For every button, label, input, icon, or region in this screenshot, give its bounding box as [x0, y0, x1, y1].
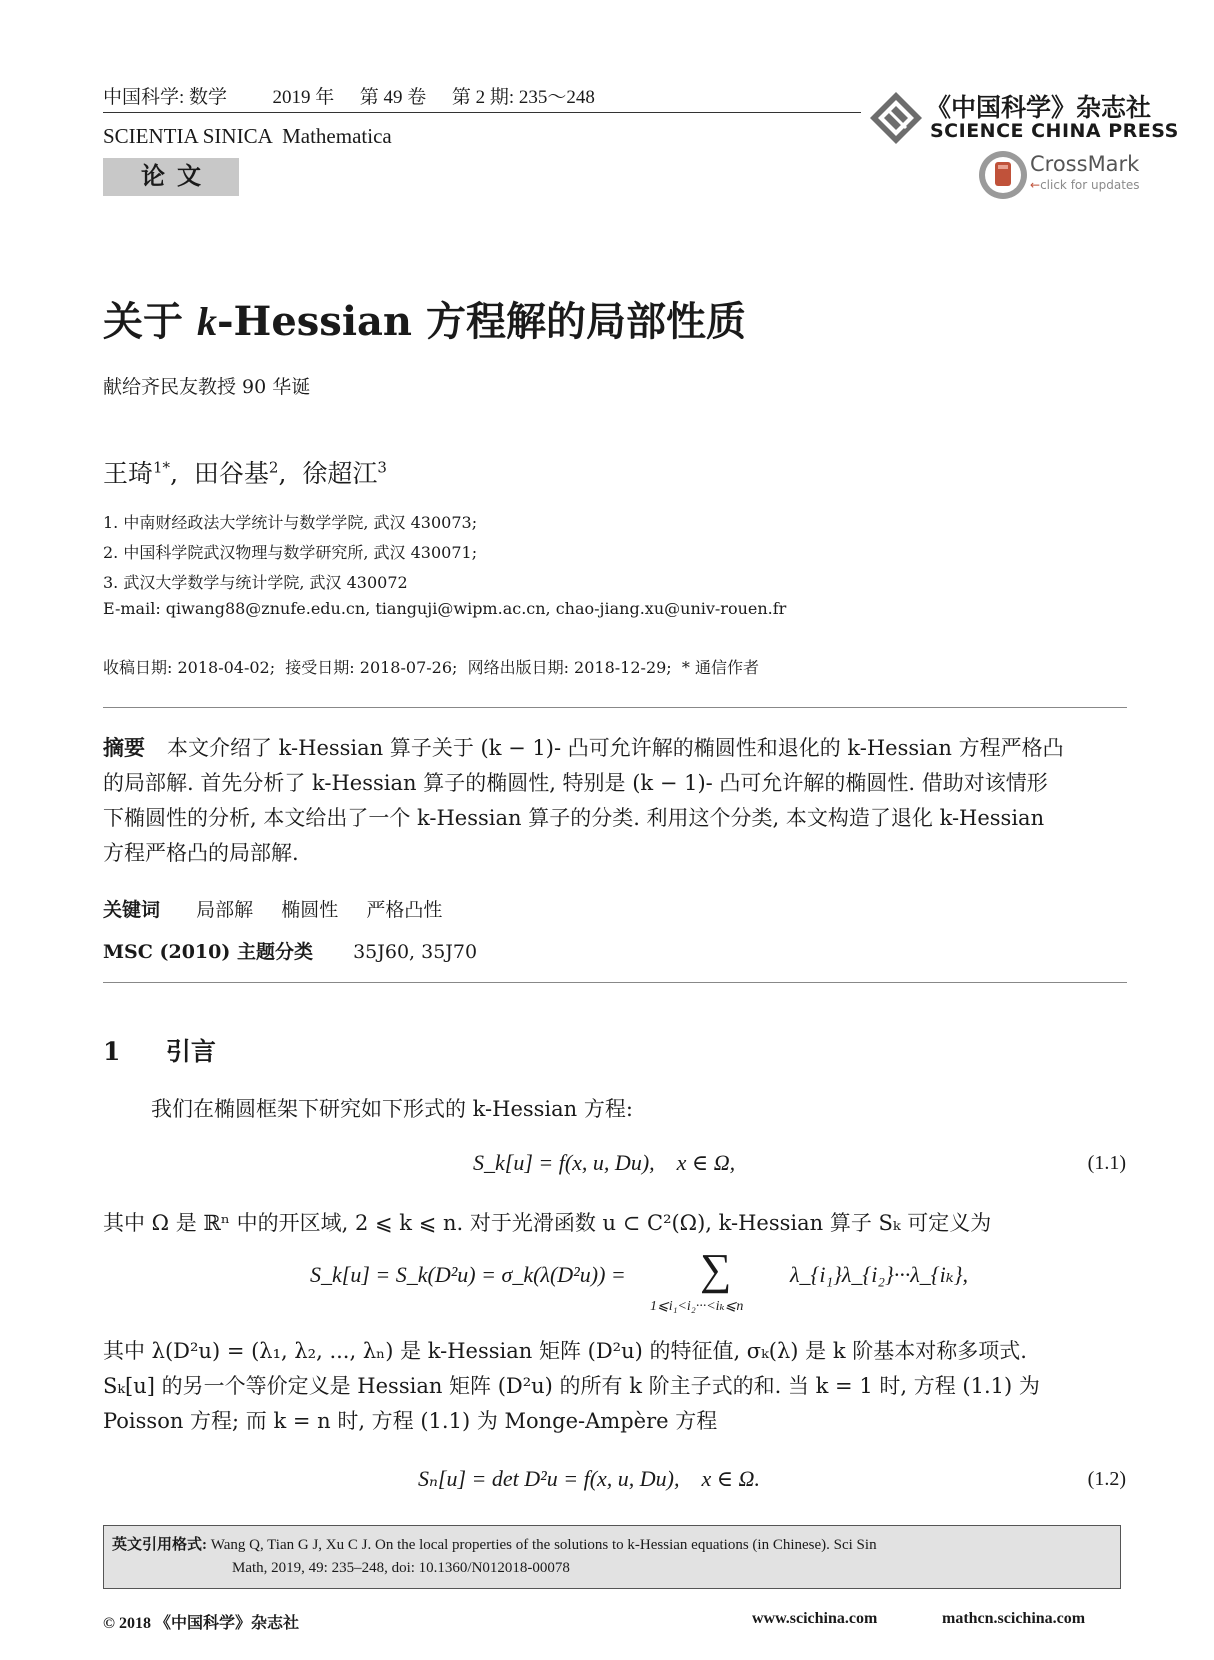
section-heading [103, 1032, 216, 1068]
abstract-label: 摘要 [103, 735, 145, 760]
section-number: 1 [103, 1037, 121, 1066]
dedication: 献给齐民友教授 90 华诞 [103, 376, 311, 398]
paragraph-line: 其中 λ(D²u) = (λ₁, λ₂, ..., λₙ) 是 k-Hessian 矩阵 (D²u) 的特征值, σₖ(λ) 是 k 阶基本对称多项式. [103, 1339, 1027, 1363]
crossmark-icon[interactable] [978, 150, 1028, 200]
journal-line [103, 82, 595, 109]
abstract-line [103, 730, 1127, 766]
author-name: 徐超江 [302, 459, 378, 488]
section-label-box [103, 158, 239, 196]
header-rule [103, 112, 861, 113]
equation-number: (1.2) [1087, 1468, 1126, 1490]
abstract-top-rule [103, 707, 1127, 708]
citation-line [112, 1533, 877, 1554]
author-sup: 2 [268, 458, 279, 477]
arrow-left-icon: ← [1030, 178, 1041, 192]
author-name: 王琦 [103, 459, 154, 488]
dates: 收稿日期: 2018-04-02; 接受日期: 2018-07-26; 网络出版日期: 2018-12-29; * 通信作者 [103, 658, 759, 677]
copyright: © 2018 《中国科学》杂志社 [103, 1615, 299, 1632]
journal-issue-pages: 第 2 期: 235～248 [451, 87, 595, 108]
author-sup: 3 [377, 458, 387, 477]
title-pre: 关于 [103, 298, 197, 345]
crossmark-sublabel[interactable] [1030, 178, 1140, 192]
title-k: k [196, 299, 217, 344]
abstract-line: 下椭圆性的分析, 本文给出了一个 k-Hessian 算子的分类. 利用这个分类, 本文构造了退化 k-Hessian [103, 806, 1045, 830]
affiliation: 2. 中国科学院武汉物理与数学研究所, 武汉 430071; [103, 543, 478, 562]
abstract-line: 方程严格凸的局部解. [103, 841, 299, 865]
equation-number: (1.1) [1087, 1152, 1126, 1174]
title-post: -Hessian 方程解的局部性质 [216, 298, 746, 345]
equation-definition-left: S_k[u] = S_k(D²u) = σ_k(λ(D²u)) = [310, 1262, 626, 1287]
paragraph-line: Poisson 方程; 而 k = n 时, 方程 (1.1) 为 Monge-Ampère 方程 [103, 1409, 718, 1433]
citation-box [103, 1525, 1121, 1589]
journal-volume: 第 49 卷 [359, 87, 427, 108]
intro-text: 我们在椭圆框架下研究如下形式的 k-Hessian 方程: [151, 1097, 633, 1121]
keywords [103, 895, 442, 922]
keyword: 局部解 [196, 899, 254, 921]
keywords-label: 关键词 [103, 899, 161, 921]
equation-1-1: S_k[u] = f(x, u, Du), x ∈ Ω, [473, 1150, 736, 1175]
publisher-cn: 《中国科学》杂志社 [926, 95, 1152, 122]
publisher-en: SCIENCE CHINA PRESS [930, 120, 1179, 142]
affiliation: 1. 中南财经政法大学统计与数学学院, 武汉 430073; [103, 513, 478, 532]
author-sup: 1* [153, 458, 171, 477]
equation-1-2: Sₙ[u] = det D²u = f(x, u, Du), x ∈ Ω. [418, 1466, 760, 1491]
sum-subscript: 1⩽i₁<i₂···<iₖ⩽n [650, 1299, 744, 1314]
footer-url[interactable]: www.scichina.com [752, 1610, 878, 1627]
abstract-line: 的局部解. 首先分析了 k-Hessian 算子的椭圆性, 特别是 (k − 1)- 凸可允许解的椭圆性. 借助对该情形 [103, 771, 1048, 795]
keyword: 严格凸性 [366, 899, 443, 921]
msc-label: MSC (2010) 主题分类 [103, 941, 313, 963]
sum-symbol: ∑ [700, 1245, 732, 1294]
journal-year: 2019 年 [272, 87, 335, 108]
keyword: 椭圆性 [281, 899, 339, 921]
paragraph [103, 1334, 1127, 1439]
crossmark-label[interactable]: CrossMark [1030, 152, 1140, 176]
msc [103, 937, 477, 964]
email: E-mail: qiwang88@znufe.edu.cn, tianguji@wipm.ac.cn, chao-jiang.xu@univ-rouen.fr [103, 599, 787, 618]
authors: 王琦$^{1*}$, 田谷基$^2$, 徐超江$^3$ [103, 458, 387, 488]
abstract-text: 本文介绍了 k-Hessian 算子关于 (k − 1)- 凸可允许解的椭圆性和退化的 k-Hessian 方程严格凸 [167, 736, 1064, 760]
crossmark-sub: click for updates [1040, 178, 1140, 192]
journal-cn: 中国科学: 数学 [103, 87, 228, 108]
journal-en: SCIENTIA SINICA Mathematica [103, 124, 392, 148]
citation-text: Wang Q, Tian G J, Xu C J. On the local properties of the solutions to k-Hessian equations (in Chinese). Sci Sin [210, 1537, 877, 1553]
paper-title [103, 290, 746, 347]
footer-url[interactable]: mathcn.scichina.com [942, 1610, 1086, 1627]
equation-definition-right: λ_{i₁}λ_{i₂}···λ_{iₖ}, [790, 1262, 969, 1287]
abstract-bottom-rule [103, 982, 1127, 983]
section-label: 论 文 [141, 164, 201, 190]
publisher-logo-icon [868, 90, 924, 146]
paragraph: 其中 Ω 是 ℝⁿ 中的开区域, 2 ⩽ k ⩽ n. 对于光滑函数 u ⊂ C²(Ω), k-Hessian 算子 Sₖ 可定义为 [103, 1211, 992, 1235]
section-title: 引言 [165, 1037, 216, 1066]
author-name: 田谷基 [193, 459, 269, 488]
affiliation: 3. 武汉大学数学与统计学院, 武汉 430072 [103, 573, 408, 592]
citation-label: 英文引用格式: [112, 1537, 207, 1553]
citation-line: Math, 2019, 49: 235–248, doi: 10.1360/N012018-00078 [232, 1560, 570, 1576]
abstract [103, 730, 1127, 871]
paragraph-line: Sₖ[u] 的另一个等价定义是 Hessian 矩阵 (D²u) 的所有 k 阶主子式的和. 当 k = 1 时, 方程 (1.1) 为 [103, 1374, 1040, 1398]
msc-value: 35J60, 35J70 [353, 941, 478, 963]
